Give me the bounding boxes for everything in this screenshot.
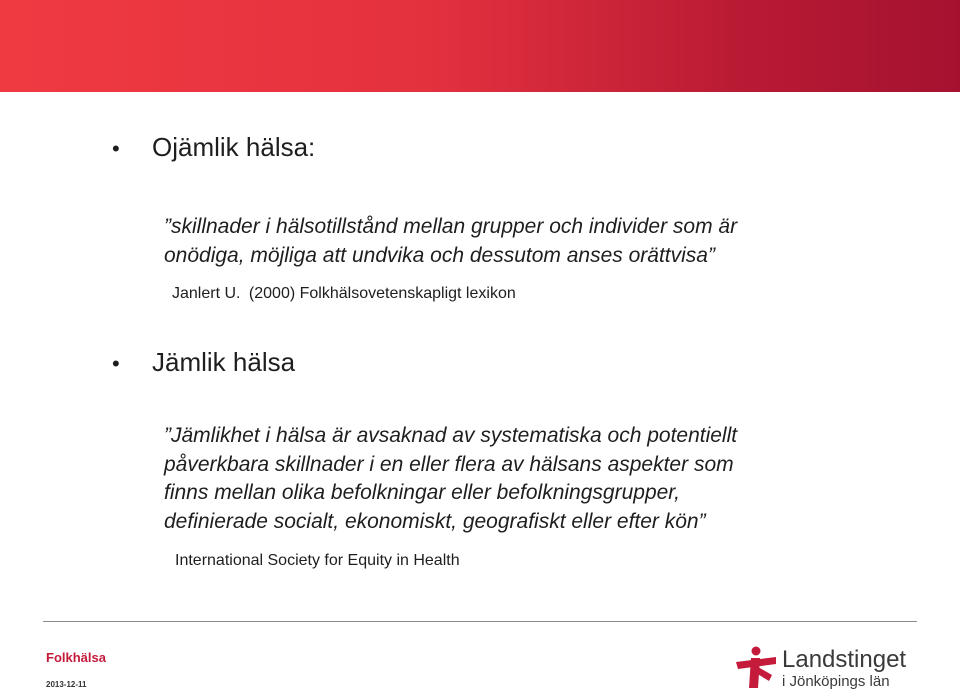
logo-subtitle: i Jönköpings län — [782, 673, 890, 690]
footer-date: 2013-12-11 — [46, 680, 87, 689]
quote-ojamlik-halsa — [164, 213, 737, 270]
quote-line: påverkbara skillnader i en eller flera av hälsans aspekter som — [164, 452, 734, 476]
quote-line: definierade socialt, ekonomiskt, geografiskt eller efter kön” — [164, 509, 706, 533]
footer-section-label: Folkhälsa — [46, 650, 106, 665]
quote-line: ”Jämlikhet i hälsa är avsaknad av systematiska och potentiellt — [164, 424, 738, 447]
landstinget-cross-figure-icon — [732, 645, 778, 689]
quote-line: ”skillnader i hälsotillstånd mellan grupper och individer som är — [164, 215, 738, 238]
quote-line: onödiga, möjliga att undvika och dessutom anses orättvisa” — [164, 243, 715, 267]
quote-line: finns mellan olika befolkningar eller befolkningsgrupper, — [164, 481, 680, 504]
source-isequity: International Society for Equity in Health — [175, 552, 460, 569]
logo-title: Landstinget — [782, 646, 907, 673]
bullet-jamlik-halsa — [112, 347, 295, 378]
source-reference: (2000) Folkhälsovetenskapligt lexikon — [248, 285, 516, 302]
bullet-title: Jämlik hälsa — [152, 347, 296, 377]
landstinget-logo — [732, 645, 932, 691]
header-banner — [0, 0, 960, 92]
source-author: Janlert U. — [172, 285, 241, 302]
quote-jamlik-halsa — [164, 422, 737, 536]
source-janlert — [172, 285, 516, 303]
footer-divider — [43, 621, 917, 622]
bullet-dot: • — [112, 136, 120, 161]
bullet-title: Ojämlik hälsa: — [152, 132, 316, 162]
bullet-ojamlik-halsa — [112, 132, 315, 163]
bullet-dot: • — [112, 351, 120, 376]
